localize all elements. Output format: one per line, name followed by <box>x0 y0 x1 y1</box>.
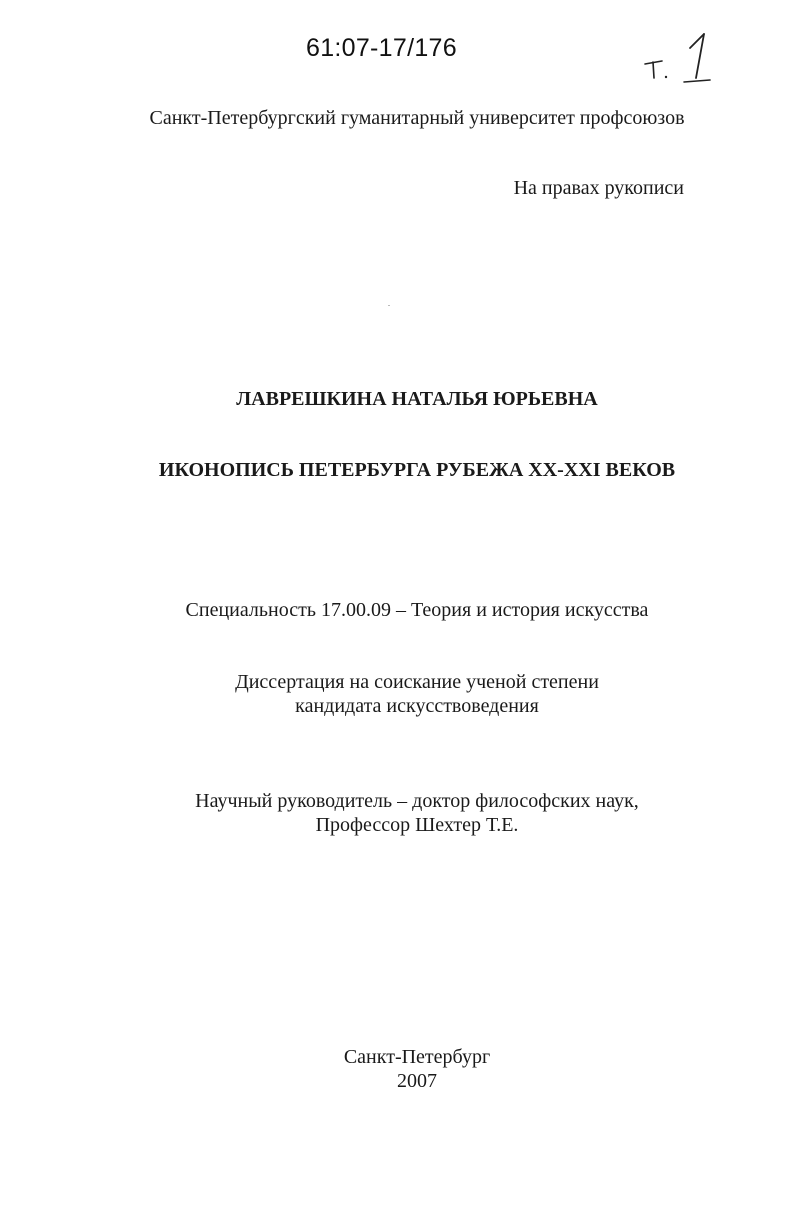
scientific-advisor <box>20 789 794 837</box>
year: 2007 <box>397 1070 437 1092</box>
archive-stamp-number: 61:07-17/176 <box>306 34 457 62</box>
degree-statement <box>20 670 794 718</box>
author-name: ЛАВРЕШКИНА НАТАЛЬЯ ЮРЬЕВНА <box>236 388 598 410</box>
manuscript-rights-note: На правах рукописи <box>513 177 684 199</box>
advisor-line-1: Научный руководитель – доктор философских наук, <box>195 790 639 812</box>
dissertation-title: ИКОНОПИСЬ ПЕТЕРБУРГА РУБЕЖА XX-XXI ВЕКОВ <box>158 459 676 481</box>
scan-speck <box>388 305 390 306</box>
city-name: Санкт-Петербург <box>343 1046 491 1068</box>
specialty-line: Специальность 17.00.09 – Теория и история искусства <box>185 599 649 621</box>
advisor-line-2: Профессор Шехтер Т.Е. <box>315 814 519 836</box>
place-and-year <box>20 1045 794 1093</box>
degree-line-1: Диссертация на соискание ученой степени <box>235 671 599 693</box>
handwritten-volume-mark <box>640 28 720 98</box>
institution-name: Санкт-Петербургский гуманитарный университет профсоюзов <box>149 107 685 129</box>
degree-line-2: кандидата искусствоведения <box>295 695 539 717</box>
